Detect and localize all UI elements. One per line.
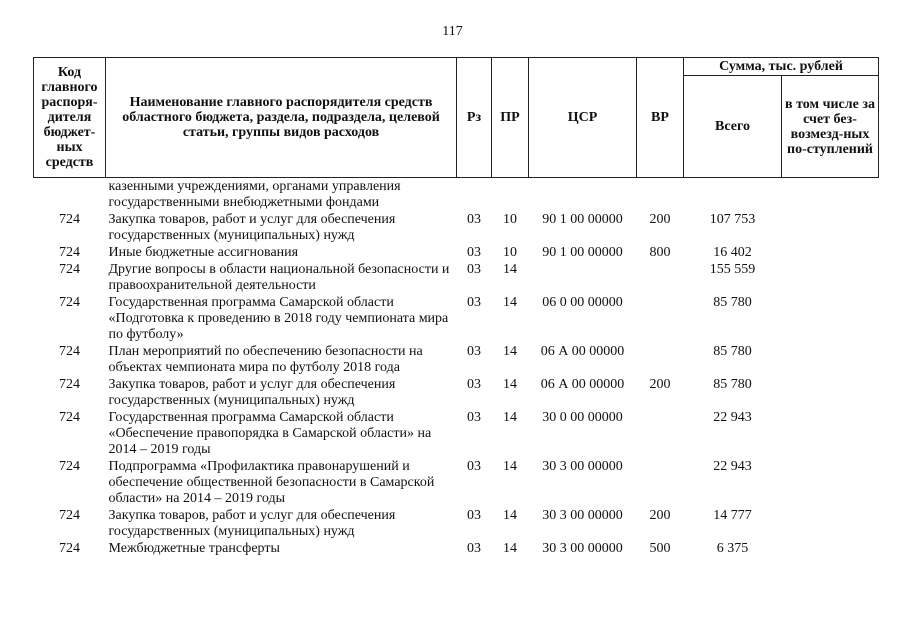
header-pr: ПР	[492, 58, 529, 178]
table-row	[34, 409, 879, 458]
row-csr: 30 3 00 00000	[542, 459, 623, 474]
row-pr: 14	[503, 459, 517, 474]
row-total: 85 780	[713, 295, 752, 310]
table-row	[34, 261, 879, 294]
row-code	[34, 178, 106, 212]
row-rz: 03	[467, 459, 481, 474]
table-body	[34, 178, 879, 558]
row-vr	[637, 294, 684, 343]
row-pr: 14	[503, 377, 517, 392]
header-name: Наименование главного распорядителя средств областного бюджета, раздела, подраздела, целевой статьи, группы видов расходов	[106, 58, 457, 178]
row-rz: 03	[467, 262, 481, 277]
row-rz	[457, 178, 492, 212]
header-csr: ЦСР	[529, 58, 637, 178]
row-vr: 200	[649, 212, 671, 227]
row-name: Межбюджетные трансферты	[108, 541, 280, 556]
row-code: 724	[59, 262, 80, 277]
row-pr: 10	[503, 245, 517, 260]
row-free	[782, 178, 879, 212]
row-total: 22 943	[713, 459, 752, 474]
row-free	[782, 343, 879, 376]
table-header	[34, 58, 879, 178]
row-rz: 03	[467, 212, 481, 227]
row-free	[782, 507, 879, 540]
table-row	[34, 244, 879, 261]
row-free	[782, 376, 879, 409]
table-row	[34, 376, 879, 409]
row-pr: 14	[503, 508, 517, 523]
row-total: 14 777	[713, 508, 752, 523]
row-code: 724	[59, 344, 80, 359]
table-row	[34, 458, 879, 507]
row-name: Государственная программа Самарской области «Подготовка к проведению в 2018 году чемпионата мира по футболу»	[108, 295, 449, 342]
row-free	[782, 409, 879, 458]
row-rz: 03	[467, 410, 481, 425]
row-pr: 14	[503, 295, 517, 310]
row-vr	[637, 178, 684, 212]
header-total: Всего	[684, 76, 782, 178]
table-row	[34, 507, 879, 540]
row-rz: 03	[467, 245, 481, 260]
row-total: 22 943	[713, 410, 752, 425]
table-row	[34, 343, 879, 376]
row-total: 85 780	[713, 344, 752, 359]
row-total: 85 780	[713, 377, 752, 392]
row-name: Закупка товаров, работ и услуг для обеспечения государственных (муниципальных) нужд	[108, 508, 396, 539]
row-csr: 30 3 00 00000	[542, 541, 623, 556]
header-code: Код главного распоря-дителя бюджет-ных средств	[34, 58, 106, 178]
row-csr: 06 А 00 00000	[540, 377, 625, 392]
row-code: 724	[59, 459, 80, 474]
table-row	[34, 294, 879, 343]
row-name: Иные бюджетные ассигнования	[108, 245, 299, 260]
row-name: Подпрограмма «Профилактика правонарушений и обеспечение общественной безопасности в Самарской области» на 2014 – 2019 годы	[108, 459, 435, 506]
row-code: 724	[59, 410, 80, 425]
row-total: 16 402	[713, 245, 752, 260]
row-pr: 14	[503, 541, 517, 556]
row-code: 724	[59, 377, 80, 392]
row-name: Закупка товаров, работ и услуг для обеспечения государственных (муниципальных) нужд	[108, 212, 396, 243]
row-code: 724	[59, 541, 80, 556]
row-code: 724	[59, 212, 80, 227]
row-name: План мероприятий по обеспечению безопасности на объектах чемпионата мира по футболу 2018 года	[108, 344, 423, 375]
row-csr: 30 0 00 00000	[542, 410, 623, 425]
row-csr: 06 А 00 00000	[540, 344, 625, 359]
row-total: 155 559	[709, 262, 756, 277]
row-total	[684, 178, 782, 212]
row-pr: 14	[503, 262, 517, 277]
row-csr: 90 1 00 00000	[542, 212, 623, 227]
row-pr	[492, 178, 529, 212]
row-csr	[529, 261, 637, 294]
row-total: 6 375	[716, 541, 749, 556]
row-pr: 14	[503, 344, 517, 359]
row-free	[782, 540, 879, 557]
row-csr	[529, 178, 637, 212]
row-total: 107 753	[709, 212, 756, 227]
row-code: 724	[59, 295, 80, 310]
header-sum: Сумма, тыс. рублей	[684, 58, 879, 76]
row-free	[782, 458, 879, 507]
header-free: в том числе за счет без-возмезд-ных по-ступлений	[782, 76, 879, 178]
budget-table	[33, 57, 879, 557]
row-vr	[637, 409, 684, 458]
table-row	[34, 540, 879, 557]
row-csr: 06 0 00 00000	[542, 295, 623, 310]
row-free	[782, 261, 879, 294]
row-vr	[637, 261, 684, 294]
page-number: 117	[442, 24, 463, 39]
header-rz: Рз	[457, 58, 492, 178]
row-free	[782, 211, 879, 244]
row-csr: 90 1 00 00000	[542, 245, 623, 260]
row-vr	[637, 343, 684, 376]
table-row	[34, 178, 879, 212]
row-name: Закупка товаров, работ и услуг для обеспечения государственных (муниципальных) нужд	[108, 377, 396, 408]
row-vr	[637, 458, 684, 507]
row-rz: 03	[467, 508, 481, 523]
row-name: Другие вопросы в области национальной безопасности и правоохранительной деятельности	[108, 262, 450, 293]
row-vr: 200	[649, 508, 671, 523]
row-rz: 03	[467, 344, 481, 359]
row-vr: 200	[649, 377, 671, 392]
row-code: 724	[59, 508, 80, 523]
row-csr: 30 3 00 00000	[542, 508, 623, 523]
row-name: казенными учреждениями, органами управления государственными внебюджетными фондами	[108, 179, 401, 210]
table-row	[34, 211, 879, 244]
header-vr: ВР	[637, 58, 684, 178]
row-vr: 500	[649, 541, 671, 556]
row-pr: 10	[503, 212, 517, 227]
row-pr: 14	[503, 410, 517, 425]
row-free	[782, 244, 879, 261]
row-free	[782, 294, 879, 343]
row-name: Государственная программа Самарской области «Обеспечение правопорядка в Самарской области» на 2014 – 2019 годы	[108, 410, 432, 457]
row-rz: 03	[467, 377, 481, 392]
row-vr: 800	[649, 245, 671, 260]
row-rz: 03	[467, 295, 481, 310]
row-code: 724	[59, 245, 80, 260]
row-rz: 03	[467, 541, 481, 556]
